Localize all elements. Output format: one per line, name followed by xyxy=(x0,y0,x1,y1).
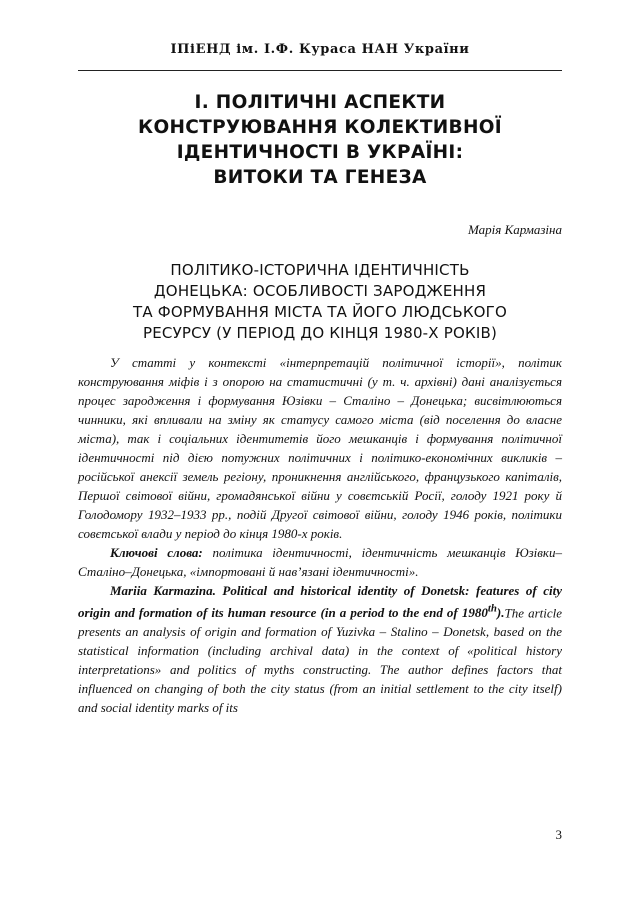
keywords-text: політика ідентичності, ідентичність мешканців Юзівки–Сталіно–Донецька, «імпортовані й нав’язані ідентичності». xyxy=(78,545,563,579)
section-title-line: ІДЕНТИЧНОСТІ В УКРАЇНІ: xyxy=(176,142,464,163)
english-heading-superscript: th xyxy=(487,603,497,615)
article-title-line: ТА ФОРМУВАННЯ МІСТА ТА ЙОГО ЛЮДСЬКОГО xyxy=(132,303,508,321)
keywords-label: Ключові слова: xyxy=(110,545,203,560)
section-title-line: ВИТОКИ ТА ГЕНЕЗА xyxy=(213,167,427,188)
english-heading-text: Mariia Karmazina. Political and historical identity of Donetsk: features of city origin and formation of its human resource (in a period to the end of 1980 xyxy=(78,583,562,621)
abstract-ukrainian: У статті у контексті «інтерпретацій політичної історії», політик конструювання міфів і з опорою на статистичні (у т. ч. архівні) дані аналізується процес зародження і формування Юзівки – Сталіно – Донецька; висвітлюються чинники, які впливали на зміну як статусу самого міста (від поселення до власне міста), так і соціальних ідентитетів його мешканців і формування політичної ідентичності під дією потужних політичних і політико-економічних викликів – російської анексії земель регіону, проникнення англійського, французького капіталів, Першої світової війни, громадянської війни у совєтській Росії, голоду 1921 року й Голодомору 1932–1933 рр., подій Другої світової війни, голоду 1946 років, політики совєтської влади у період до кінця 1980-х років. xyxy=(78,355,562,541)
english-abstract-text: The article presents an analysis of origin and formation of Yuzivka – Stalino – Donetsk, based on the statistical information (including archival data) in the context of «political history interpretations» and politics of myths constructing. The author defines factors that influenced on changing of both the city status (from an initial settlement to the city itself) and social identity marks of its xyxy=(78,605,562,716)
running-head: ІПіЕНД ім. І.Ф. Кураса НАН України xyxy=(170,42,470,57)
section-title-line: І. ПОЛІТИЧНІ АСПЕКТИ xyxy=(194,92,446,113)
page-number: 3 xyxy=(555,827,562,842)
article-body xyxy=(78,353,562,717)
section-title-line: КОНСТРУЮВАННЯ КОЛЕКТИВНОЇ xyxy=(138,117,502,138)
author-name: Марія Кармазіна xyxy=(468,222,562,237)
article-title xyxy=(78,260,562,344)
abstract-english xyxy=(78,581,562,717)
article-title-line: ПОЛІТИКО-ІСТОРИЧНА ІДЕНТИЧНІСТЬ xyxy=(170,261,470,279)
english-heading-end: ). xyxy=(496,605,505,621)
keywords-paragraph xyxy=(78,543,562,581)
header-rule xyxy=(78,70,562,71)
article-title-line: РЕСУРСУ (У ПЕРІОД ДО КІНЦЯ 1980-Х РОКІВ) xyxy=(142,324,498,342)
english-heading xyxy=(78,583,562,620)
section-title xyxy=(78,90,562,190)
article-title-line: ДОНЕЦЬКА: ОСОБЛИВОСТІ ЗАРОДЖЕННЯ xyxy=(153,282,487,300)
